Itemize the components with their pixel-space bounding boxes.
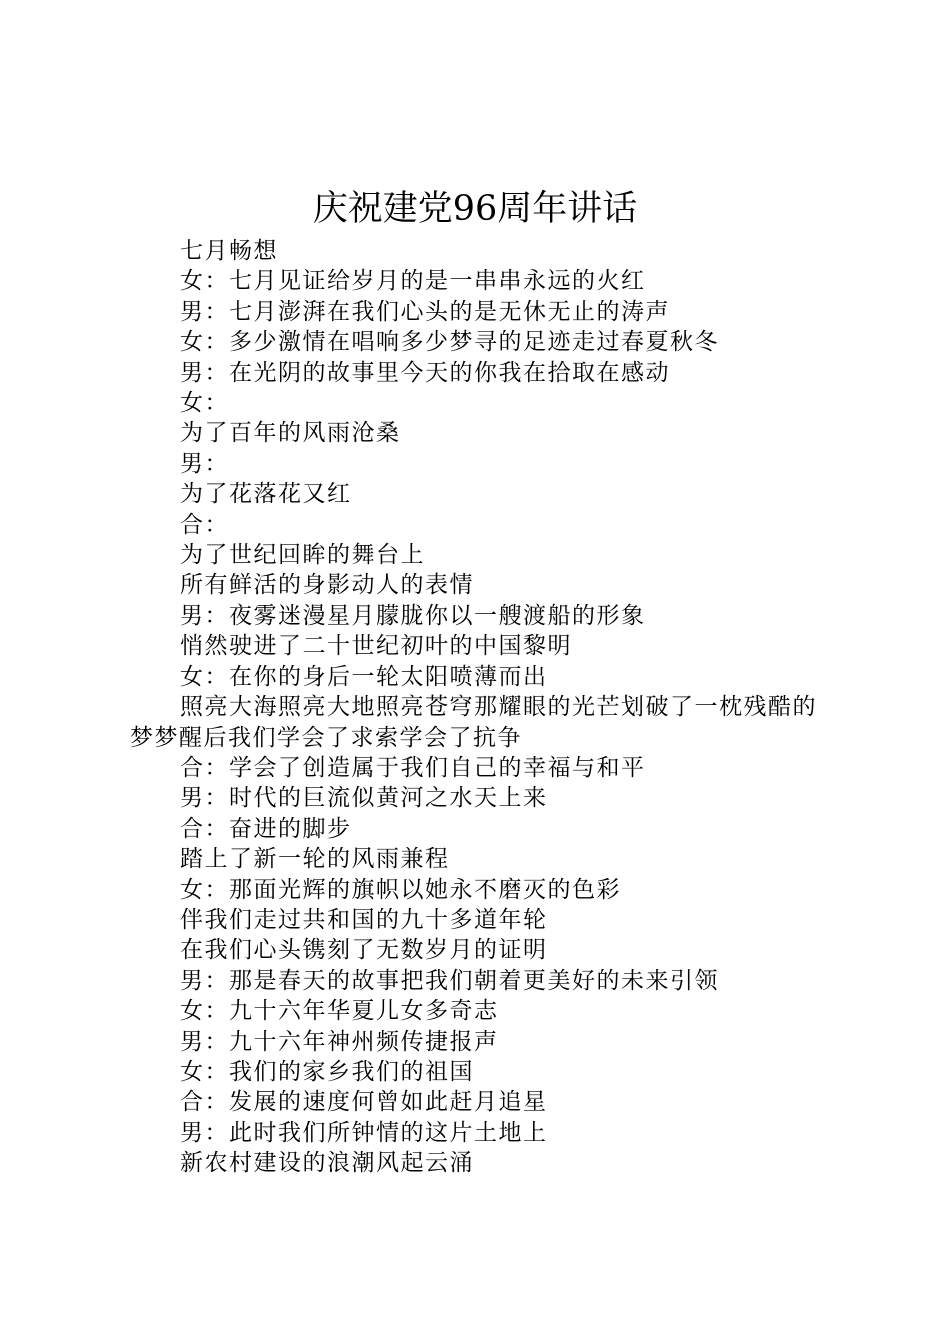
paragraph: 照亮大海照亮大地照亮苍穹那耀眼的光芒划破了一枕残酷的梦梦醒后我们学会了求索学会了抗争: [130, 694, 817, 751]
paragraph: 悄然驶进了二十世纪初叶的中国黎明: [180, 633, 572, 660]
paragraph: 女：九十六年华夏儿女多奇志: [180, 998, 499, 1025]
paragraph: 女：多少激情在唱响多少梦寻的足迹走过春夏秋冬: [180, 329, 719, 356]
paragraph: 男：夜雾迷漫星月朦胧你以一艘渡船的形象: [180, 602, 646, 629]
paragraph: 男：: [180, 450, 229, 477]
paragraph: 为了百年的风雨沧桑: [180, 420, 401, 447]
paragraph: 男：七月澎湃在我们心头的是无休无止的涛声: [180, 298, 670, 325]
document-title: 庆祝建党96周年讲话: [312, 189, 638, 229]
paragraph: 男：时代的巨流似黄河之水天上来: [180, 785, 548, 812]
paragraph: 七月畅想: [180, 238, 278, 264]
paragraph: 男：在光阴的故事里今天的你我在拾取在感动: [180, 359, 670, 386]
paragraph: 合：学会了创造属于我们自己的幸福与和平: [180, 754, 646, 781]
paragraph: 伴我们走过共和国的九十多道年轮: [180, 906, 548, 933]
paragraph: 在我们心头镌刻了无数岁月的证明: [180, 937, 548, 964]
paragraph: 合：: [180, 511, 229, 538]
paragraph: 踏上了新一轮的风雨兼程: [180, 846, 450, 873]
paragraph: 女：七月见证给岁月的是一串串永远的火红: [180, 268, 646, 295]
paragraph: 男：此时我们所钟情的这片土地上: [180, 1119, 548, 1146]
document-body: [130, 236, 840, 1179]
paragraph: 女：在你的身后一轮太阳喷薄而出: [180, 663, 548, 690]
paragraph: 所有鲜活的身影动人的表情: [180, 572, 474, 599]
paragraph: 男：九十六年神州频传捷报声: [180, 1028, 499, 1055]
paragraph: 合：奋进的脚步: [180, 815, 352, 842]
paragraph: 女：那面光辉的旗帜以她永不磨灭的色彩: [180, 876, 621, 903]
paragraph: 为了世纪回眸的舞台上: [180, 542, 425, 569]
paragraph: 为了花落花又红: [180, 481, 352, 508]
paragraph: 女：: [180, 390, 229, 417]
paragraph: 男：那是春天的故事把我们朝着更美好的未来引领: [180, 967, 719, 994]
paragraph: 合：发展的速度何曾如此赶月追星: [180, 1089, 548, 1116]
paragraph: 新农村建设的浪潮风起云涌: [180, 1150, 474, 1177]
paragraph: 女：我们的家乡我们的祖国: [180, 1058, 474, 1085]
